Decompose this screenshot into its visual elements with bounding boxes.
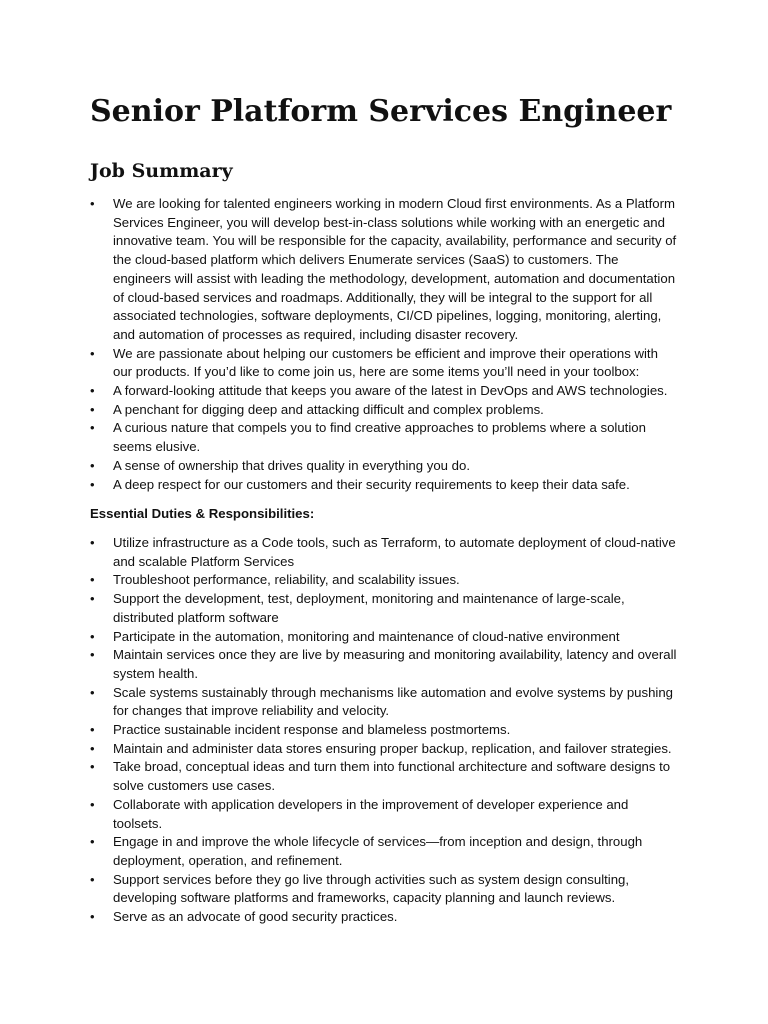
list-item: • Serve as an advocate of good security practices. xyxy=(90,908,680,927)
list-item: • Support services before they go live through activities such as system design consulting, developing software platforms and frameworks, capacity planning and launch reviews. xyxy=(90,871,680,908)
list-item: • Participate in the automation, monitoring and maintenance of cloud-native environment xyxy=(90,628,680,647)
list-item: • We are passionate about helping our customers be efficient and improve their operations with our products. If you’d like to come join us, here are some items you’ll need in your toolbox: xyxy=(90,345,680,382)
list-item: • Utilize infrastructure as a Code tools, such as Terraform, to automate deployment of cloud-native and scalable Platform Services xyxy=(90,534,680,571)
list-item: • We are looking for talented engineers working in modern Cloud first environments. As a Platform Services Engineer, you will develop best-in-class solutions while working with an energetic and innovative team. You will be responsible for the capacity, availability, performance and security of the cloud-based platform which delivers Enumerate services (SaaS) to customers. The engineers will assist with leading the methodology, development, automation and documentation of cloud-based services and roadmaps. Additionally, they will be integral to the support for all associated technologies, software deployments, CI/CD pipelines, logging, monitoring, alerting, and automation of processes as required, including disaster recovery. xyxy=(90,195,680,345)
list-item: • A deep respect for our customers and their security requirements to keep their data safe. xyxy=(90,476,680,495)
list-item: • A sense of ownership that drives quality in everything you do. xyxy=(90,457,680,476)
list-item: • A penchant for digging deep and attacking difficult and complex problems. xyxy=(90,401,680,420)
essential-duties-list xyxy=(90,534,680,927)
list-item: • Support the development, test, deployment, monitoring and maintenance of large-scale, distributed platform software xyxy=(90,590,680,627)
list-item: • Engage in and improve the whole lifecycle of services—from inception and design, through deployment, operation, and refinement. xyxy=(90,833,680,870)
job-summary-heading: Job Summary xyxy=(90,160,233,182)
job-summary-list xyxy=(90,195,680,494)
list-item: • Maintain and administer data stores ensuring proper backup, replication, and failover strategies. xyxy=(90,740,680,759)
list-item: • Collaborate with application developers in the improvement of developer experience and toolsets. xyxy=(90,796,680,833)
essential-duties-heading: Essential Duties & Responsibilities: xyxy=(90,506,315,521)
document-title: Senior Platform Services Engineer xyxy=(90,94,672,129)
list-item: • Maintain services once they are live by measuring and monitoring availability, latency and overall system health. xyxy=(90,646,680,683)
list-item: • A curious nature that compels you to find creative approaches to problems where a solution seems elusive. xyxy=(90,419,680,456)
list-item: • Scale systems sustainably through mechanisms like automation and evolve systems by pushing for changes that improve reliability and velocity. xyxy=(90,684,680,721)
list-item: • Practice sustainable incident response and blameless postmortems. xyxy=(90,721,680,740)
list-item: • A forward-looking attitude that keeps you aware of the latest in DevOps and AWS technologies. xyxy=(90,382,680,401)
list-item: • Troubleshoot performance, reliability, and scalability issues. xyxy=(90,571,680,590)
list-item: • Take broad, conceptual ideas and turn them into functional architecture and software designs to solve customers use cases. xyxy=(90,758,680,795)
